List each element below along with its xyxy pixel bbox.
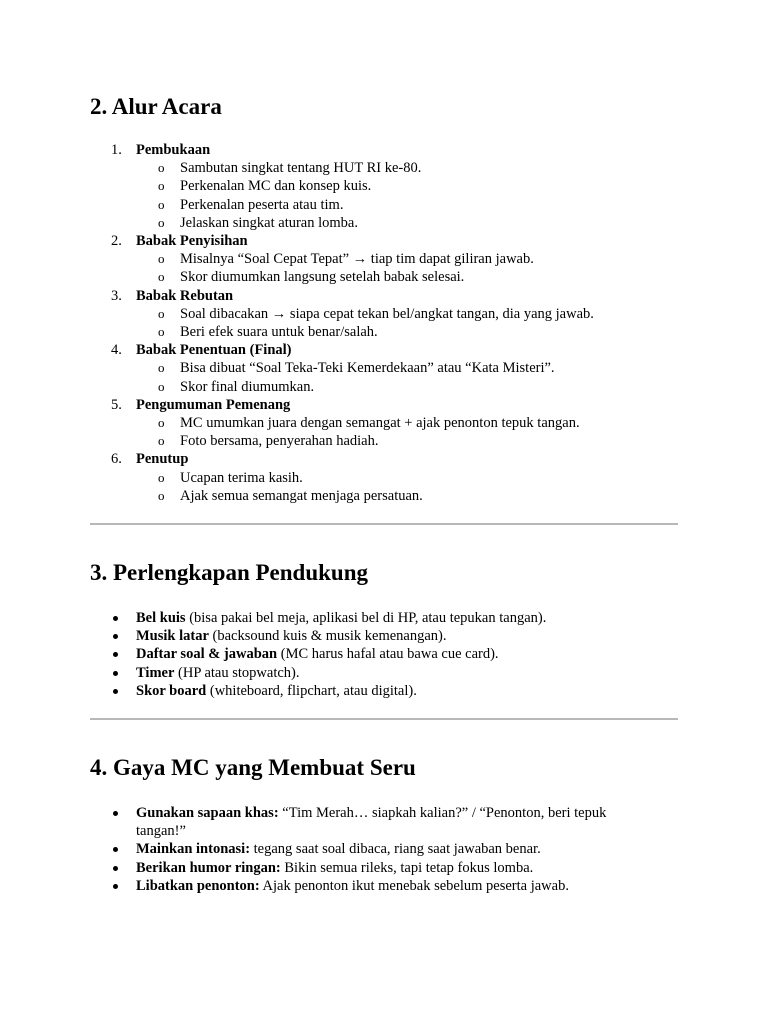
sub-item (90, 159, 678, 177)
step-number: 3. (111, 287, 122, 304)
bullet-dot-icon (113, 671, 118, 676)
bullet-item (90, 682, 678, 700)
list-item (90, 141, 678, 232)
sub-item-text: Perkenalan MC dan konsep kuis. (180, 178, 372, 195)
divider (90, 523, 678, 525)
step-label: Babak Rebutan (136, 287, 234, 304)
sub-item-text: MC umumkan juara dengan semangat + ajak penonton tepuk tangan. (180, 415, 580, 432)
step-number: 1. (111, 142, 122, 158)
bullet-item (90, 609, 678, 627)
step-label: Babak Penyisihan (136, 233, 248, 250)
bullet-item (90, 645, 678, 663)
circle-bullet-icon: o (158, 360, 165, 376)
bullet-item-text: (bisa pakai bel meja, aplikasi bel di HP, atau tepukan tangan). (185, 610, 547, 627)
sub-item-text: Perkenalan peserta atau tim. (180, 196, 344, 213)
step-label: Pembukaan (136, 142, 211, 158)
numbered-step (90, 341, 678, 359)
sub-item-text: Beri efek suara untuk benar/salah. (180, 324, 378, 341)
divider (90, 718, 678, 720)
sub-item (90, 359, 678, 377)
sub-item-text: Jelaskan singkat aturan lomba. (180, 214, 358, 231)
sub-item-text: Ucapan terima kasih. (180, 469, 303, 486)
alur-acara-list (90, 141, 678, 505)
step-number: 6. (111, 451, 122, 468)
bullet-item (90, 804, 678, 840)
sub-item (90, 469, 678, 487)
bullet-item-bold: Berikan humor ringan: (136, 859, 281, 876)
step-number: 4. (111, 342, 122, 359)
bullet-item-text: Ajak penonton ikut menebak sebelum peserta jawab. (259, 877, 569, 894)
bullet-item-text: (MC harus hafal atau bawa cue card). (277, 646, 499, 663)
circle-bullet-icon: o (158, 305, 165, 321)
circle-bullet-icon: o (158, 378, 165, 394)
bullet-item-text: (backsound kuis & musik kemenangan). (208, 628, 447, 645)
sub-item-text: Foto bersama, penyerahan hadiah. (180, 433, 379, 450)
circle-bullet-icon: o (158, 487, 165, 503)
circle-bullet-icon: o (158, 269, 165, 285)
circle-bullet-icon: o (158, 469, 165, 485)
step-number: 5. (111, 396, 122, 413)
circle-bullet-icon: o (158, 251, 165, 267)
bullet-dot-icon (113, 689, 118, 694)
sub-item (90, 305, 678, 323)
bullet-item (90, 664, 678, 682)
circle-bullet-icon: o (158, 433, 165, 449)
bullet-item-bold: Musik latar (136, 628, 209, 645)
numbered-step (90, 450, 678, 468)
bullet-item-bold: Gunakan sapaan khas: (136, 805, 279, 822)
sub-item (90, 378, 678, 396)
sub-item-text: Sambutan singkat tentang HUT RI ke-80. (180, 160, 422, 177)
list-item (90, 232, 678, 287)
bullet-dot-icon (113, 884, 118, 889)
step-subitems (90, 469, 678, 505)
step-subitems (90, 305, 678, 341)
sub-item-text: Ajak semua semangat menjaga persatuan. (180, 487, 423, 504)
bullet-item-text: (HP atau stopwatch). (174, 664, 300, 681)
bullet-item-text: tegang saat soal dibaca, riang saat jawaban benar. (250, 841, 541, 858)
bullet-dot-icon (113, 616, 118, 621)
sub-item (90, 487, 678, 505)
sub-item (90, 268, 678, 286)
bullet-dot-icon (113, 847, 118, 852)
bullet-item (90, 840, 678, 858)
numbered-step (90, 396, 678, 414)
step-label: Babak Penentuan (Final) (136, 342, 292, 359)
bullet-item-bold: Timer (136, 664, 175, 681)
numbered-step (90, 232, 678, 250)
circle-bullet-icon: o (158, 178, 165, 194)
gaya-mc-list (90, 804, 678, 895)
sub-item (90, 177, 678, 195)
sub-item (90, 432, 678, 450)
perlengkapan-list (90, 609, 678, 700)
bullet-item-text: (whiteboard, flipchart, atau digital). (206, 682, 417, 699)
list-item (90, 450, 678, 505)
circle-bullet-icon: o (158, 214, 165, 230)
list-item (90, 396, 678, 451)
bullet-item (90, 877, 678, 895)
bullet-item (90, 627, 678, 645)
bullet-dot-icon (113, 811, 118, 816)
bullet-item-bold: Skor board (136, 682, 207, 699)
sub-item-text: Skor final diumumkan. (180, 378, 315, 395)
step-subitems (90, 250, 678, 286)
sub-item (90, 250, 678, 268)
section-title-gaya-mc: 4. Gaya MC yang Membuat Seru (90, 755, 416, 781)
circle-bullet-icon: o (158, 324, 165, 340)
bullet-item-text: “Tim Merah… siapkah kalian?” / “Penonton, beri tepuk tangan!” (136, 805, 607, 840)
circle-bullet-icon: o (158, 415, 165, 431)
bullet-item-bold: Mainkan intonasi: (136, 841, 251, 858)
sub-item (90, 323, 678, 341)
bullet-item-text: Bikin semua rileks, tapi tetap fokus lomba. (280, 859, 534, 876)
bullet-item (90, 859, 678, 877)
numbered-step (90, 287, 678, 305)
numbered-step (90, 141, 678, 159)
sub-item-text: Skor diumumkan langsung setelah babak selesai. (180, 269, 465, 286)
bullet-item-bold: Libatkan penonton: (136, 877, 260, 894)
step-label: Penutup (136, 451, 189, 468)
sub-item (90, 196, 678, 214)
circle-bullet-icon: o (158, 196, 165, 212)
sub-item-text: Misalnya “Soal Cepat Tepat” → tiap tim dapat giliran jawab. (180, 251, 534, 268)
bullet-dot-icon (113, 866, 118, 871)
bullet-item-bold: Bel kuis (136, 610, 186, 627)
bullet-dot-icon (113, 634, 118, 639)
step-label: Pengumuman Pemenang (136, 396, 291, 413)
sub-item-text: Soal dibacakan → siapa cepat tekan bel/angkat tangan, dia yang jawab. (180, 305, 594, 322)
sub-item (90, 414, 678, 432)
section-title-alur-acara: 2. Alur Acara (90, 94, 222, 119)
circle-bullet-icon: o (158, 160, 165, 176)
step-number: 2. (111, 233, 122, 250)
sub-item-text: Bisa dibuat “Soal Teka-Teki Kemerdekaan” atau “Kata Misteri”. (180, 360, 555, 377)
sub-item (90, 214, 678, 232)
bullet-dot-icon (113, 652, 118, 657)
list-item (90, 287, 678, 342)
section-title-perlengkapan: 3. Perlengkapan Pendukung (90, 560, 368, 586)
list-item (90, 341, 678, 396)
step-subitems (90, 414, 678, 450)
step-subitems (90, 159, 678, 232)
step-subitems (90, 359, 678, 395)
bullet-item-bold: Daftar soal & jawaban (136, 646, 278, 663)
